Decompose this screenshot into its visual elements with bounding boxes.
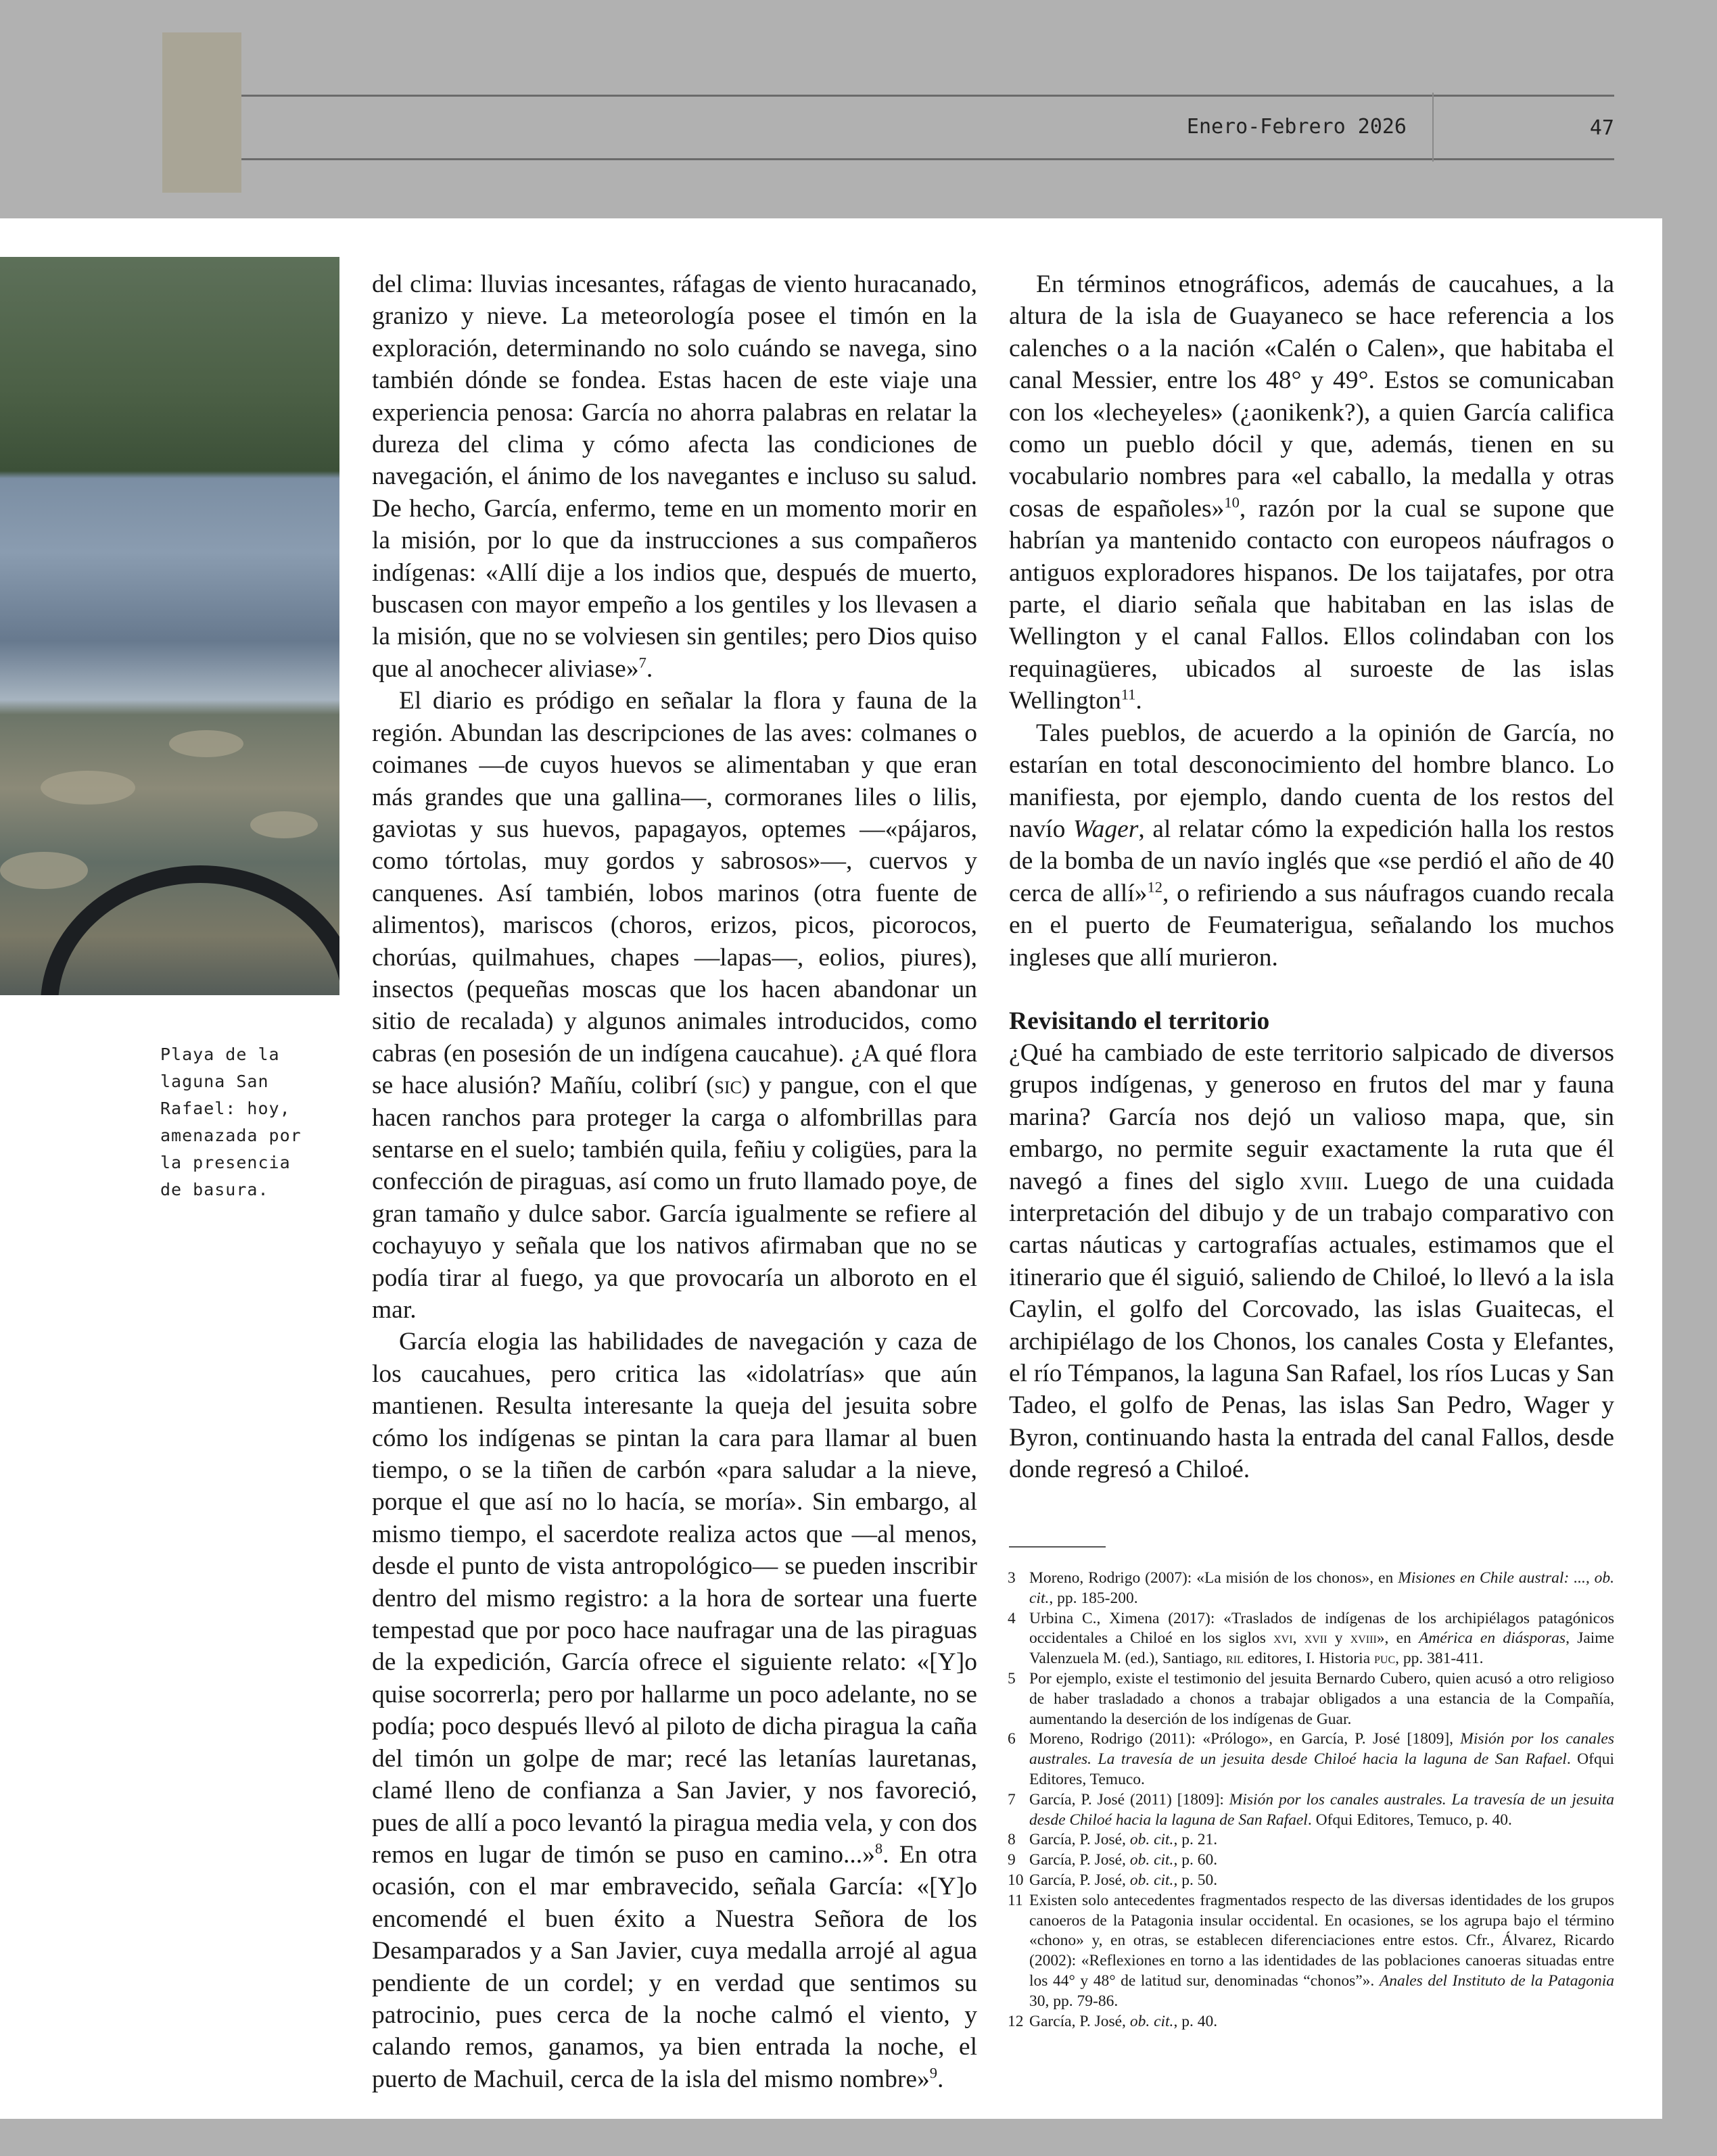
header-divider	[1432, 93, 1434, 162]
text-run: , pp. 185-200.	[1049, 1589, 1138, 1607]
paragraph	[1009, 717, 1614, 974]
footnote-number: 3	[1008, 1569, 1016, 1587]
text-run: , p. 60.	[1173, 1851, 1218, 1869]
small-caps-text: xvii	[1304, 1629, 1327, 1648]
footnote-ref: 9	[929, 2064, 937, 2082]
text-run: . En otra ocasión, con el mar embravecido, señala García: «[Y]o encomendé el buen éxito a Nuestra Señora de los Desamparados y a San Javier, cuya medalla arrojé al agua pendiente de un cordel; y en verdad que sentimos su patrocinio, pues cerca de la noche calmó el viento, y calando remos, ganamos, ya bien entrada la noche, el puerto de Machuil, cerca de la isla del mismo nombre»	[372, 1840, 977, 2093]
footnote-number: 6	[1008, 1730, 1016, 1748]
italic-text: Misión por los canales australes. La travesía de un jesuita desde Chiloé hacia la laguna de San Rafael	[1029, 1790, 1614, 1829]
text-run: ,	[1292, 1629, 1304, 1648]
text-run: Urbina C., Ximena (2017): «Traslados de indígenas de los archipiélagos patagónicos occidentales a Chiloé en los siglos	[1029, 1609, 1614, 1648]
italic-text: ob. cit.	[1129, 1831, 1174, 1849]
italic-text: Anales del Instituto de la Patagonia	[1379, 1971, 1614, 1990]
text-run: .	[937, 2065, 944, 2093]
text-run: .	[646, 654, 653, 683]
text-run: . Luego de una cuidada interpretación del dibujo y de un trabajo comparativo con cartas náuticas y cartografías actuales, estimamos que el itinerario que él siguió, saliendo de Chiloé, lo llevó a la isla Caylin, el golfo del Corcovado, las islas Guaitecas, el archipiélago de los Chonos, los canales Costa y Elefantes, el río Témpanos, la laguna San Rafael, los ríos Lucas y San Tadeo, el golfo de Penas, las islas San Pedro, Wager y Byron, continuando hasta la entrada del canal Fallos, desde donde regresó a Chiloé.	[1009, 1167, 1614, 1484]
small-caps-text: xviii	[1350, 1629, 1377, 1648]
footnote-text	[1029, 1830, 1614, 1850]
footnote	[1008, 1850, 1614, 1871]
header-top-rule	[241, 95, 1614, 97]
small-caps-text: sic	[714, 1072, 742, 1100]
text-run: Moreno, Rodrigo (2007): «La misión de los chonos», en	[1029, 1569, 1398, 1587]
footnote-number: 8	[1008, 1831, 1016, 1849]
pebble	[250, 811, 318, 838]
footnote	[1008, 2012, 1614, 2032]
footnote-ref: 8	[874, 1840, 883, 1857]
footnote-text	[1029, 1891, 1614, 2012]
footnote	[1008, 1568, 1614, 1609]
footnote-number: 10	[1008, 1871, 1024, 1889]
footnote-number: 12	[1008, 2012, 1024, 2030]
page-number: 47	[1589, 116, 1614, 140]
article-column-left	[372, 268, 977, 2095]
pebble	[169, 730, 243, 757]
pebble	[41, 771, 135, 805]
italic-text: Wager	[1073, 815, 1139, 843]
text-run: En términos etnográficos, además de caucahues, a la altura de la isla de Guayaneco se hace referencia a los calenches o a la nación «Calén o Calen», que habitaba el canal Messier, entre los 48° y 49°. Estos se comunicaban con los «lecheyeles» (¿aonikenk?), a quien García califica como un pueblo dócil y que, además, tienen en su vocabulario nombres para «el caballo, la medalla y otras cosas de españoles»	[1009, 270, 1614, 523]
footnote-text	[1029, 1568, 1614, 1609]
footnote-text	[1029, 1850, 1614, 1871]
page-edge-tab	[162, 32, 241, 193]
footnote	[1008, 1669, 1614, 1729]
text-run: . Ofqui Editores, Temuco, p. 40.	[1307, 1811, 1512, 1829]
footnote	[1008, 1729, 1614, 1790]
footnote	[1008, 1830, 1614, 1850]
footnote-ref: 11	[1121, 686, 1136, 703]
footnote-text	[1029, 1790, 1614, 1831]
small-caps-text: xviii	[1299, 1167, 1343, 1195]
paragraph	[372, 685, 977, 1326]
footnote	[1008, 1871, 1614, 1891]
footnote-separator	[1009, 1546, 1106, 1548]
text-run: García, P. José (2011) [1809]:	[1029, 1790, 1229, 1808]
article-column-right	[1009, 268, 1614, 974]
footnote-number: 9	[1008, 1851, 1016, 1869]
footnote-text	[1029, 1669, 1614, 1729]
footnote-ref: 12	[1147, 878, 1162, 896]
text-run: García, P. José,	[1029, 1831, 1130, 1849]
footnote-number: 11	[1008, 1891, 1023, 1909]
paragraph	[1009, 268, 1614, 717]
footnote-text	[1029, 1729, 1614, 1790]
text-run: , razón por la cual se supone que habrían ya mantenido contacto con europeos náufragos o antiguos exploradores hispanos. De los taijatafes, por otra parte, el diario señala que habitaban en las islas de Wellington y el canal Fallos. Ellos colindaban con los requinagüeres, ubicados al suroeste de las islas Wellington	[1009, 494, 1614, 715]
text-run: ) y pangue, con el que hacen ranchos para proteger la carga o alfombrillas para sentarse en el suelo; también quila, feñiu y coligües, para la confección de piraguas, así como un fruto llamado poye, de gran tamaño y dulce sabor. García igualmente se refiere al cochayuyo y señala que los nativos afirmaban que no se podía tirar al fuego, ya que provocaría un alboroto en el mar.	[372, 1072, 977, 1324]
italic-text: Misión por los canales australes. La travesía de un jesuita desde Chiloé hacia la laguna de San Rafael	[1029, 1730, 1614, 1769]
footnote-text	[1029, 1609, 1614, 1669]
text-run: , p. 50.	[1173, 1871, 1218, 1889]
footnote	[1008, 1891, 1614, 2012]
text-run: Por ejemplo, existe el testimonio del jesuita Bernardo Cubero, quien acusó a otro religioso de haber trasladado a chonos a trabajar obligados a una estancia de la Compañía, aumentando la deserción de los indígenas de Guar.	[1029, 1669, 1614, 1728]
text-run: editores, I. Historia	[1243, 1650, 1375, 1668]
text-run: 30, pp. 79-86.	[1029, 1992, 1119, 2010]
text-run: , pp. 381-411.	[1395, 1650, 1484, 1668]
small-caps-text: xvi	[1273, 1629, 1293, 1648]
paragraph	[1009, 1037, 1614, 1486]
section-body	[1009, 1037, 1614, 1486]
italic-text: ob. cit.	[1129, 2012, 1174, 2030]
text-run: . Ofqui Editores, Temuco.	[1029, 1750, 1614, 1788]
paragraph	[372, 268, 977, 685]
text-run: Existen solo antecedentes fragmentados respecto de las diversas identidades de los grupos canoeros de la Patagonia insular occidental. En ocasiones, se los agrupa bajo el término «chono» y, en otras, se establecen diferenciaciones entre estos. Cfr., Álvarez, Ricardo (2002): «Reflexiones en torno a las identidades de las poblaciones canoeras situadas entre los 44° y 48° de latitud sur, denominadas “chonos”».	[1029, 1891, 1614, 1990]
section-heading: Revisitando el territorio	[1009, 1007, 1270, 1035]
footnotes	[1008, 1568, 1614, 2032]
text-run: .	[1135, 687, 1142, 715]
text-run: García elogia las habilidades de navegación y caza de los caucahues, pero critica las «idolatrías» que aún mantienen. Resulta interesante la queja del jesuita sobre cómo los indígenas se pintan la cara para llamar al buen tiempo, o se la tiñen de carbón «para saludar a la nieve, porque el que así no lo hacía, se moría». Sin embargo, al mismo tiempo, el sacerdote realiza actos que —al menos, desde el punto de vista antropológico— se pueden inscribir dentro del mismo registro: a la hora de sortear una fuerte tempestad que por poco hace naufragar una de las piraguas de la expedición, García ofrece el siguiente relato: «[Y]o quise socorrerla; pero por hallarme un poco adelante, no se podía; poco después llevó al piloto de dicha piragua la caña del timón un golpe de mar; recé las letanías lauretanas, clamé lleno de confianza a San Javier, y nos favoreció, pues de allí a poco levantó la piragua media vela, y con dos remos en lugar de timón se puso en camino...»	[372, 1328, 977, 1869]
footnote-number: 4	[1008, 1609, 1016, 1627]
paragraph	[372, 1326, 977, 2095]
tire-debris	[41, 865, 339, 995]
pebble	[0, 852, 88, 889]
footnote-ref: 7	[638, 654, 646, 671]
text-run: , p. 40.	[1173, 2012, 1218, 2030]
text-run: , p. 21.	[1173, 1831, 1218, 1849]
text-run: Tales pueblos, de acuerdo a la opinión de García, no estarían en total desconocimiento del hombre blanco. Lo manifiesta, por ejemplo, dando cuenta de los restos del navío	[1009, 719, 1614, 843]
text-run: García, P. José,	[1029, 1871, 1130, 1889]
footnote	[1008, 1790, 1614, 1831]
text-run: , al relatar cómo la expedición halla los restos de la bomba de un navío inglés que «se perdió el año de 40 cerca de allí»	[1009, 815, 1614, 907]
photo-caption: Playa de la laguna San Rafael: hoy, amenazada por la presencia de basura.	[160, 1045, 302, 1199]
italic-text: América en diásporas	[1419, 1629, 1566, 1648]
small-caps-text: puc	[1374, 1650, 1396, 1668]
footnote-text	[1029, 1871, 1614, 1891]
italic-text: ob. cit.	[1129, 1851, 1174, 1869]
text-run: del clima: lluvias incesantes, ráfagas de viento huracanado, granizo y nieve. La meteorología posee el timón en la exploración, determinando no solo cuándo se navega, sino también dónde se fondea. Estas hacen de este viaje una experiencia penosa: García no ahorra palabras en relatar la dureza del clima y cómo afecta las condiciones de navegación, el ánimo de los navegantes e incluso su salud. De hecho, García, enfermo, teme en un momento morir en la misión, por lo que da instrucciones a sus compañeros indígenas: «Allí dije a los indios que, después de muerto, buscasen con mayor empeño a los gentiles y los llevasen a la misión, que no se volviesen sin gentiles; pero Dios quiso que al anochecer aliviase»	[372, 270, 977, 683]
text-run: », en	[1376, 1629, 1419, 1648]
text-run: ¿Qué ha cambiado de este territorio salpicado de diversos grupos indígenas, y generoso en frutos del mar y fauna marina? García nos dejó un valioso mapa, que, sin embargo, no permite seguir exactamente la ruta que él navegó a fines del siglo	[1009, 1039, 1614, 1195]
footnote-text	[1029, 2012, 1614, 2032]
lagoon-beach-photo	[0, 257, 339, 995]
text-run: y	[1327, 1629, 1350, 1648]
text-run: El diario es pródigo en señalar la flora y fauna de la región. Abundan las descripciones de las aves: colmanes o coimanes —de cuyos huevos se alimentaban y que eran más grandes que una gallina—, cormoranes liles o lilis, gaviotas y sus huevos, papagayos, optemes —«pájaros, como tórtolas, muy gordos y sabrosos»—, cuervos y canquenes. Así también, lobos marinos (otra fuente de alimentos), mariscos (choros, erizos, picos, picorocos, chorúas, quilmahues, chapes —lapas—, eolios, piures), insectos (pequeñas moscas que los hacen abandonar un sitio de recalada) y algunos animales introducidos, como cabras (en posesión de un indígena caucahue). ¿A qué flora se hace alusión? Mañíu, colibrí (	[372, 687, 977, 1100]
issue-date: Enero-Febrero 2026	[1186, 115, 1407, 139]
small-caps-text: ril	[1226, 1650, 1244, 1668]
footnote-ref: 10	[1224, 494, 1240, 511]
footnote	[1008, 1609, 1614, 1669]
italic-text: Misiones en Chile austral: ..., ob. cit.	[1029, 1569, 1614, 1607]
text-run: García, P. José,	[1029, 2012, 1130, 2030]
text-run: , o refiriendo a sus náufragos cuando recala en el puerto de Feumaterigua, señalando los muchos ingleses que allí murieron.	[1009, 879, 1614, 972]
text-run: García, P. José,	[1029, 1851, 1130, 1869]
text-run: , Jaime Valenzuela M. (ed.), Santiago,	[1029, 1629, 1615, 1668]
footnote-number: 7	[1008, 1790, 1016, 1808]
header-bottom-rule	[241, 158, 1614, 160]
footnote-number: 5	[1008, 1669, 1016, 1687]
text-run: Moreno, Rodrigo (2011): «Prólogo», en García, P. José [1809],	[1029, 1730, 1461, 1748]
italic-text: ob. cit.	[1129, 1871, 1174, 1889]
